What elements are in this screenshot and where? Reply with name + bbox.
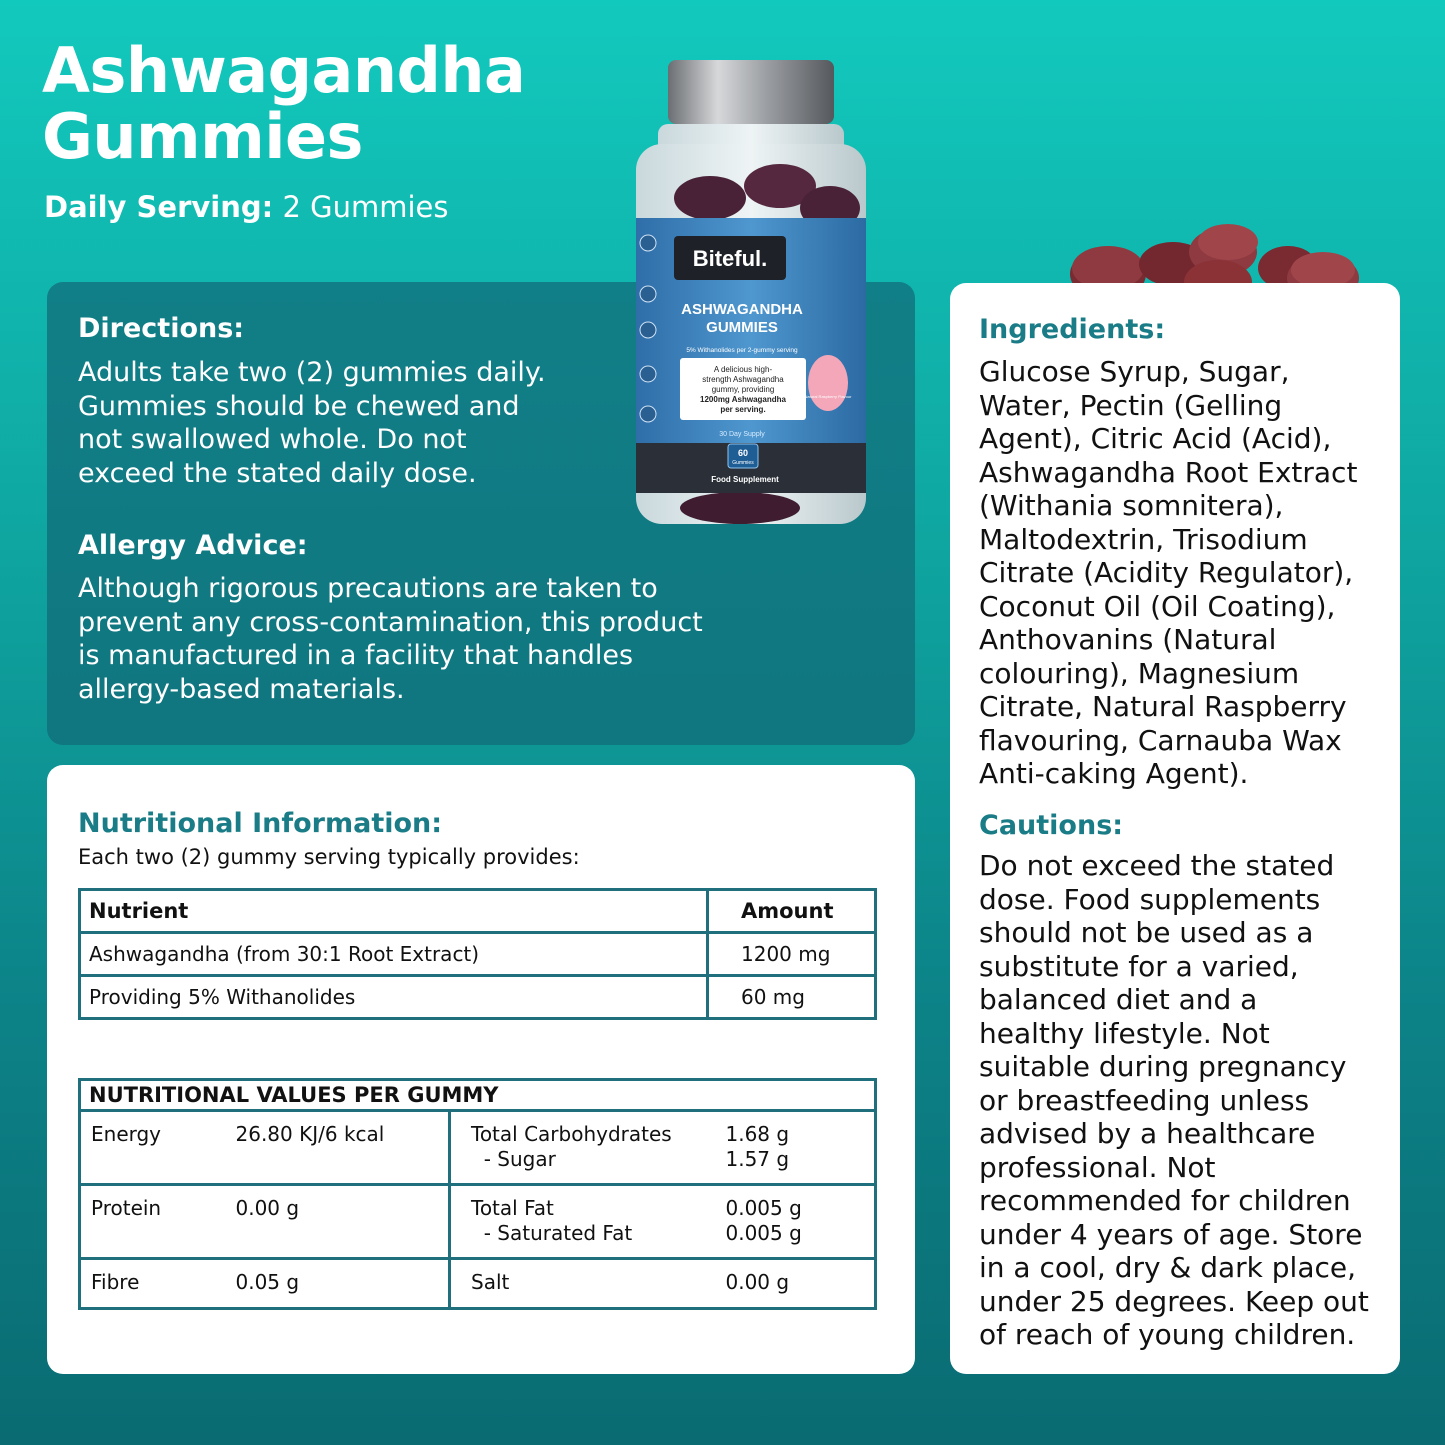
- jar-brand: Biteful.: [692, 246, 768, 271]
- cautions-heading: Cautions:: [979, 810, 1124, 841]
- directions-line: not swallowed whole. Do not: [78, 424, 467, 455]
- leaf-icon: [640, 286, 656, 302]
- values-per-gummy-table: [78, 1078, 877, 1310]
- value-sub-amount: 0.005 g: [725, 1221, 802, 1245]
- cautions-line: balanced diet and a: [979, 983, 1258, 1016]
- col-header-nutrient: Nutrient: [80, 890, 708, 933]
- serving-value: 2 Gummies: [273, 190, 449, 224]
- directions-line: Gummies should be chewed and: [78, 390, 520, 422]
- ingredients-line: (Withania somnitera),: [979, 489, 1284, 522]
- value-sub-label: - Sugar: [471, 1147, 556, 1171]
- directions-line: exceed the stated daily dose.: [78, 457, 477, 489]
- jar-desc-line: per serving.: [720, 405, 766, 414]
- jar-desc-line: gummy, providing: [711, 385, 775, 394]
- cautions-line: under 4 years of age. Store: [979, 1217, 1363, 1251]
- jar-desc-line: 1200mg Ashwagandha: [700, 395, 786, 404]
- allergy-line: allergy-based materials.: [78, 673, 405, 705]
- ingredients-line: Anti-caking Agent).: [979, 757, 1249, 790]
- title-line-1: Ashwagandha: [42, 34, 526, 107]
- cautions-line: suitable during pregnancy: [979, 1050, 1347, 1083]
- page-title: [42, 34, 526, 173]
- jar-lid: [668, 60, 834, 124]
- nutrient-table: [78, 888, 877, 1020]
- table-row: [80, 1185, 876, 1259]
- value-amount: 0.00 g: [228, 1185, 450, 1259]
- allergy-line: Although rigorous precautions are taken to: [78, 573, 658, 604]
- table-row: [80, 976, 876, 1019]
- drop-icon: [640, 406, 656, 422]
- cautions-line: of reach of young children.: [979, 1318, 1356, 1351]
- ingredients-line: flavouring, Carnauba Wax: [979, 723, 1342, 757]
- value-label: Energy: [80, 1111, 228, 1185]
- cautions-line: under 25 degrees. Keep out: [979, 1284, 1369, 1318]
- no-sugar-icon: [640, 322, 656, 338]
- vegan-icon: [640, 235, 656, 251]
- col-header-amount: Amount: [708, 890, 876, 933]
- directions-heading: Directions:: [78, 313, 245, 344]
- jar-name-2: GUMMIES: [706, 319, 778, 336]
- raspberry-icon: [808, 355, 848, 411]
- nutrition-heading: Nutritional Information:: [78, 808, 443, 839]
- ingredients-line: Citrate, Natural Raspberry: [979, 690, 1347, 723]
- ingredients-line: Maltodextrin, Trisodium: [979, 522, 1308, 556]
- ingredients-line: colouring), Magnesium: [979, 656, 1300, 690]
- title-line-2: Gummies: [42, 100, 363, 173]
- table-row: [80, 1111, 876, 1185]
- amount-cell: 1200 mg: [708, 933, 876, 976]
- allergy-text: [78, 572, 703, 706]
- table-header-row: [80, 890, 876, 933]
- product-jar-image: [630, 58, 872, 528]
- cautions-line: should not be used as a: [979, 916, 1314, 949]
- ingredients-line: Ashwagandha Root Extract: [979, 455, 1358, 489]
- cautions-line: Do not exceed the stated: [979, 849, 1335, 882]
- value-amount: 1.68 g: [725, 1122, 790, 1146]
- jar-desc-line: A delicious high-: [713, 365, 773, 374]
- ingredients-line: Agent), Citric Acid (Acid),: [979, 422, 1332, 455]
- value-label: Total Fat: [471, 1196, 554, 1220]
- cautions-line: in a cool, dry & dark place,: [979, 1251, 1357, 1284]
- jar-count-unit: Gummies: [732, 460, 754, 466]
- amount-cell: 60 mg: [708, 976, 876, 1019]
- ingredients-line: Coconut Oil (Oil Coating),: [979, 589, 1336, 623]
- table-row: [80, 933, 876, 976]
- allergy-line: prevent any cross-contamination, this product: [78, 606, 703, 638]
- jar-desc-line: strength Ashwagandha: [702, 375, 784, 384]
- nutrient-cell: Ashwagandha (from 30:1 Root Extract): [80, 933, 708, 976]
- nutrient-cell: Providing 5% Withanolides: [80, 976, 708, 1019]
- cautions-line: substitute for a varied,: [979, 949, 1299, 983]
- nutrition-subheading: Each two (2) gummy serving typically provides:: [78, 845, 580, 869]
- cautions-line: recommended for children: [979, 1184, 1351, 1217]
- value-label: Total Carbohydrates: [471, 1122, 672, 1146]
- daily-serving: [44, 190, 448, 224]
- value-amount: 26.80 KJ/6 kcal: [228, 1111, 450, 1185]
- ingredients-line: Glucose Syrup, Sugar,: [979, 355, 1290, 388]
- value-amount: 0.05 g: [228, 1259, 450, 1309]
- value-sub-amount: 1.57 g: [725, 1147, 790, 1171]
- ingredients-line: Anthovanins (Natural: [979, 623, 1277, 656]
- gluten-free-icon: [640, 366, 656, 382]
- ingredients-line: Water, Pectin (Gelling: [979, 388, 1283, 422]
- value-label: Protein: [80, 1185, 228, 1259]
- ingredients-heading: Ingredients:: [979, 314, 1166, 345]
- value-label: Salt: [471, 1270, 510, 1294]
- table-row: [80, 1259, 876, 1309]
- cautions-line: professional. Not: [979, 1150, 1216, 1184]
- cautions-text: [979, 849, 1369, 1352]
- value-amount: 0.005 g: [725, 1196, 802, 1220]
- allergy-line: is manufactured in a facility that handles: [78, 640, 634, 671]
- jar-supply: 30 Day Supply: [719, 431, 765, 438]
- value-amount: 0.00 g: [725, 1270, 790, 1294]
- jar-food-supplement: Food Supplement: [711, 475, 779, 484]
- allergy-heading: Allergy Advice:: [78, 530, 308, 561]
- directions-line: Adults take two (2) gummies daily.: [78, 357, 546, 388]
- cautions-line: or breastfeeding unless: [979, 1083, 1310, 1117]
- ingredients-line: Citrate (Acidity Regulator),: [979, 556, 1354, 589]
- jar-flavour: Natural Raspberry Flavour: [804, 394, 852, 399]
- ingredients-text: [979, 355, 1357, 791]
- value-label: Fibre: [91, 1270, 140, 1294]
- jar-tagline: 5% Withanolides per 2-gummy serving: [686, 347, 798, 354]
- values-table-title: NUTRITIONAL VALUES PER GUMMY: [80, 1080, 876, 1111]
- cautions-line: healthy lifestyle. Not: [979, 1016, 1270, 1050]
- cautions-line: advised by a healthcare: [979, 1117, 1316, 1150]
- jar-name-1: ASHWAGANDHA: [681, 301, 803, 318]
- cautions-line: dose. Food supplements: [979, 882, 1321, 916]
- value-sub-label: - Saturated Fat: [471, 1221, 633, 1245]
- jar-count: 60: [737, 448, 749, 458]
- directions-text: [78, 356, 546, 490]
- serving-label: Daily Serving:: [44, 190, 274, 224]
